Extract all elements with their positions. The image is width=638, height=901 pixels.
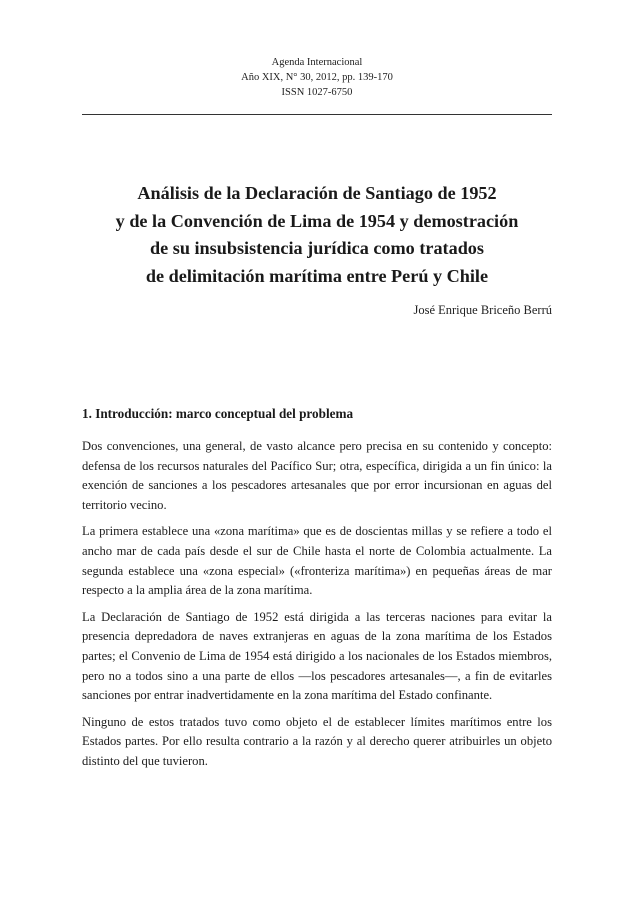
journal-name: Agenda Internacional bbox=[271, 57, 363, 68]
issue-info: Año XIX, N° 30, 2012, pp. 139-170 bbox=[241, 72, 393, 83]
paragraph: La primera establece una «zona marítima» que es de doscientas millas y se refiere a todo el ancho mar de cada país desde el sur de Chile hasta el norte de Colombia actualmente. La segunda establece una «zona especial» («fronteriza marítima») en pequeñas áreas de mar respecto a la amplia área de la zona marítima. bbox=[82, 524, 552, 598]
title-line: de delimitación marítima entre Perú y Chile bbox=[145, 265, 489, 286]
body-text bbox=[82, 437, 552, 779]
paragraph: Dos convenciones, una general, de vasto alcance pero precisa en su contenido y concepto: defensa de los recursos naturales del Pacífico Sur; otra, específica, dirigida a un fin único: la exención de sanciones a los pescadores artesanales que por error incursionan en aguas del territorio vecino. bbox=[82, 439, 552, 512]
paragraph: Ninguno de estos tratados tuvo como objeto el de establecer límites marítimos entre los Estados partes. Por ello resulta contrario a la razón y al derecho querer atribuirles un objeto distinto del que tuvieron. bbox=[82, 714, 552, 768]
title-line: de su insubsistencia jurídica como tratados bbox=[150, 238, 484, 258]
title-line: y de la Convención de Lima de 1954 y demostración bbox=[115, 210, 519, 231]
running-header bbox=[82, 55, 552, 100]
paragraph: La Declaración de Santiago de 1952 está dirigida a las terceras naciones para evitar la presencia depredadora de naves extranjeras en aguas de la zona marítima de los Estados partes; el Convenio de Lima de 1954 está dirigido a los nacionales de los Estados miembros, pero no a todos sino a una parte de ellos —los pescadores artesanales—, a fin de evitarles sanciones por entrar inadvertidamente en la zona marítima del Estado confinante. bbox=[82, 609, 552, 703]
article-title bbox=[82, 180, 552, 290]
issn: ISSN 1027-6750 bbox=[281, 87, 353, 98]
header-rule bbox=[82, 114, 552, 115]
author-name: José Enrique Briceño Berrú bbox=[413, 303, 552, 317]
title-line: Análisis de la Declaración de Santiago de 1952 bbox=[137, 183, 497, 203]
section-heading: 1. Introducción: marco conceptual del problema bbox=[82, 406, 354, 421]
